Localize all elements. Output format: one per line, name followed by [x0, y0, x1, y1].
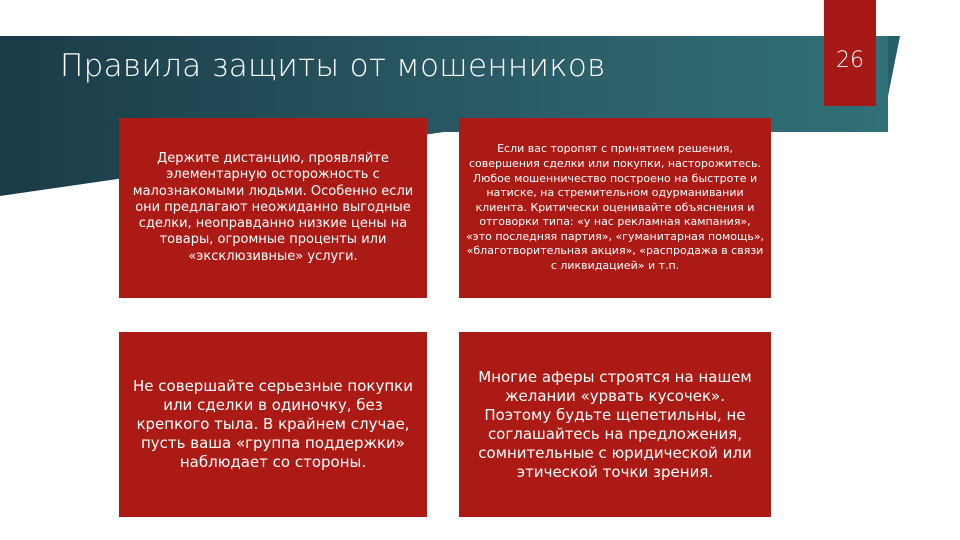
advice-card-dont-rush	[459, 118, 771, 298]
advice-card-text: Многие аферы строятся на нашем желании «урвать кусочек». Поэтому будьте щепетильны, не соглашайтесь на предложения, сомнительные с юридической или этической точки зрения.	[478, 367, 752, 481]
page-number: 26	[836, 48, 864, 73]
header-fold-decoration	[888, 36, 900, 96]
advice-card-text: Держите дистанцию, проявляйте элементарную осторожность с малознакомыми людьми. Особенно если они предлагают неожиданно выгодные сделки, неоправданно низкие цены на товары, огромные проценты или «эксклюзивные» услуги.	[132, 150, 414, 264]
advice-card-support-group	[119, 332, 427, 517]
advice-card-be-scrupulous	[459, 332, 771, 517]
advice-card-text: Если вас торопят с принятием решения, совершения сделки или покупки, насторожитесь. Любое мошенничество построено на быстроте и натиске, на стремительном одурманивании клиента. Критически оценивайте объяснения и отговорки типа: «у нас рекламная кампания», «это последняя партия», «гуманитарная помощь», «благотворительная акция», «распродажа в связи с ликвидацией» и т.п.	[465, 142, 765, 273]
slide-title: Правила защиты от мошенников	[60, 48, 606, 84]
advice-card-text: Не совершайте серьезные покупки или сделки в одиночку, без крепкого тыла. В крайнем случае, пусть ваша «группа поддержки» наблюдает со стороны.	[133, 377, 413, 471]
advice-card-keep-distance	[119, 118, 427, 298]
